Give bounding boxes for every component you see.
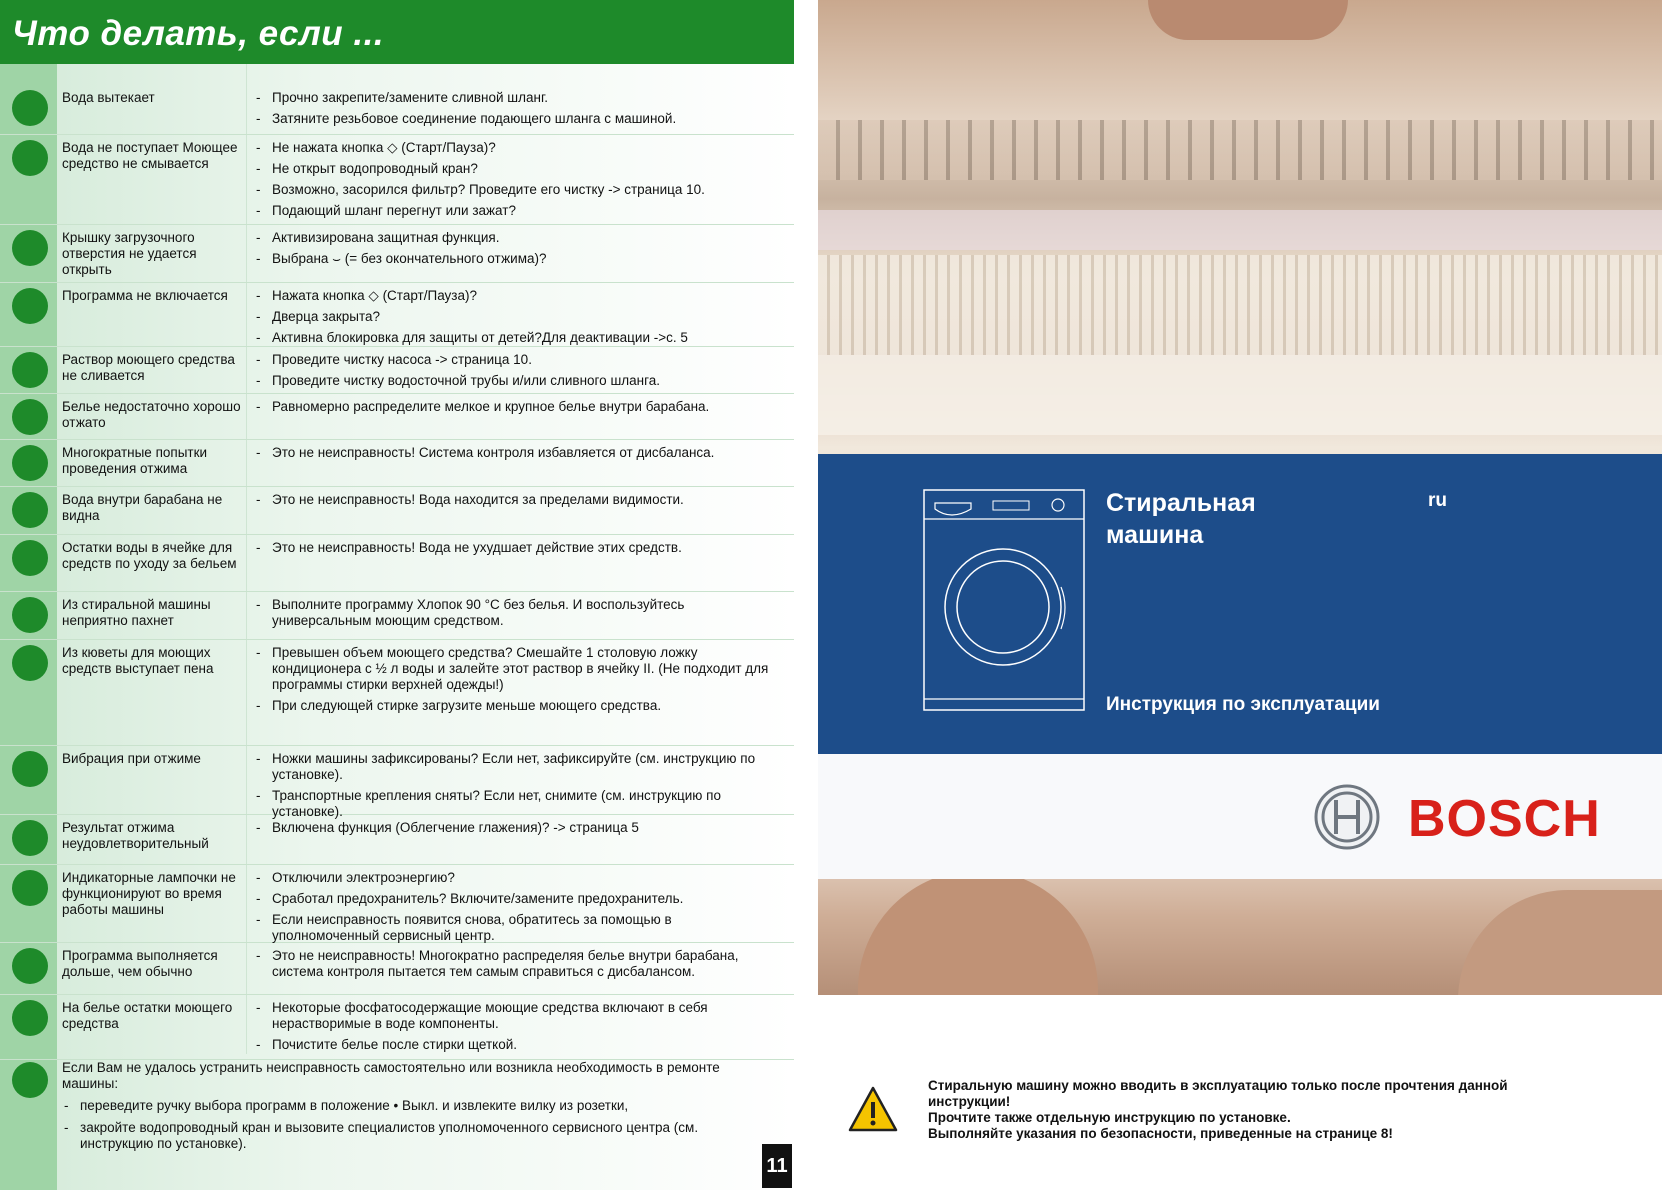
table-row: [0, 282, 794, 347]
table-row: [0, 745, 794, 819]
fix-item: - При следующей стирке загрузите меньше моющего средства.: [252, 698, 782, 714]
footer-block: [62, 1060, 762, 1158]
problem-text: Остатки воды в ячейке для средств по уходу за бельем: [62, 540, 237, 571]
table-row: [0, 486, 794, 535]
fix-list: [252, 540, 782, 561]
fix-item: - Возможно, засорился фильтр? Проведите его чистку -> страница 10.: [252, 182, 782, 198]
fix-item: - Активна блокировка для защиты от детей?Для деактивации ->с. 5: [252, 330, 782, 346]
row-bullet-dot: [12, 751, 48, 787]
row-bullet-dot: [12, 820, 48, 856]
table-row: [0, 346, 794, 394]
right-hand: [1458, 890, 1662, 995]
row-bullet-dot: [12, 645, 48, 681]
footer-bullet-dot: [12, 1062, 48, 1098]
fix-item: - Затяните резьбовое соединение подающего шланга с машиной.: [252, 111, 782, 127]
washing-machine-icon: [923, 489, 1085, 711]
fix-item: - Включена функция (Облегчение глажения)? -> страница 5: [252, 820, 782, 836]
fix-item: - Подающий шланг перегнут или зажат?: [252, 203, 782, 219]
fix-item: - Сработал предохранитель? Включите/замените предохранитель.: [252, 891, 782, 907]
left-hand: [858, 870, 1098, 995]
footer-item: - закройте водопроводный кран и вызовите специалистов уполномоченного сервисного центра (см. инструкцию по установке).: [62, 1120, 762, 1152]
product-title-line: машина: [1106, 521, 1204, 549]
fix-item: - Активизирована защитная функция.: [252, 230, 782, 246]
table-row: [0, 134, 794, 225]
fix-item: - Дверца закрыта?: [252, 309, 782, 325]
table-row: [0, 942, 794, 995]
fix-item: - Превышен объем моющего средства? Смешайте 1 столовую ложку кондиционера с ½ л воды и залейте этот раствор в ячейку II. (Не подходит для программы стирки верхней одежды!): [252, 645, 782, 693]
fix-list: [252, 445, 782, 466]
page-number: 11: [762, 1144, 792, 1188]
fix-list: [252, 140, 782, 224]
table-row: [0, 84, 794, 135]
row-bullet-dot: [12, 597, 48, 633]
fix-item: - Прочно закрепите/замените сливной шланг.: [252, 90, 782, 106]
row-bullet-dot: [12, 1000, 48, 1036]
fix-item: - Это не неисправность! Система контроля избавляется от дисбаланса.: [252, 445, 782, 461]
page-gutter: [794, 0, 818, 1190]
fix-list: [252, 870, 782, 949]
manual-subtitle: Инструкция по эксплуатации: [1106, 694, 1380, 715]
row-bullet-dot: [12, 399, 48, 435]
problem-text: Индикаторные лампочки не функционируют во время работы машины: [62, 870, 236, 917]
table-row: [0, 534, 794, 592]
problem-text: Программа не включается: [62, 288, 228, 303]
table-row: [0, 224, 794, 283]
towel-fold: [818, 120, 1662, 180]
fix-item: - Некоторые фосфатосодержащие моющие средства включают в себя нерастворимые в воде компоненты.: [252, 1000, 782, 1032]
fix-item: - Это не неисправность! Вода не ухудшает действие этих средств.: [252, 540, 782, 556]
fix-item: - Не открыт водопроводный кран?: [252, 161, 782, 177]
fix-list: [252, 948, 782, 985]
fix-list: [252, 352, 782, 394]
problem-text: Раствор моющего средства не сливается: [62, 352, 235, 383]
fix-list: [252, 597, 782, 634]
problem-text: Крышку загрузочного отверстия не удается открыть: [62, 230, 197, 277]
towel-fold: [818, 210, 1662, 250]
person-chin: [1148, 0, 1348, 40]
problem-text: Результат отжима неудовлетворительный: [62, 820, 209, 851]
table-row: [0, 639, 794, 746]
fix-item: - Это не неисправность! Многократно распределяя белье внутри барабана, система контроля пытается тем самым справиться с дисбалансом.: [252, 948, 782, 980]
fix-list: [252, 645, 782, 719]
fix-list: [252, 1000, 782, 1058]
problem-text: Вибрация при отжиме: [62, 751, 201, 766]
fix-item: - Почистите белье после стирки щеткой.: [252, 1037, 782, 1053]
fix-item: - Это не неисправность! Вода находится за пределами видимости.: [252, 492, 782, 508]
fix-item: - Проведите чистку насоса -> страница 10.: [252, 352, 782, 368]
fix-list: [252, 90, 782, 132]
fix-item: - Ножки машины зафиксированы? Если нет, зафиксируйте (см. инструкцию по установке).: [252, 751, 782, 783]
bosch-logo-icon: [1314, 784, 1380, 850]
warning-icon: [848, 1086, 898, 1132]
title-bar: [0, 0, 794, 64]
page-title: Что делать, если ...: [12, 14, 385, 53]
fix-list: [252, 820, 782, 841]
row-bullet-dot: [12, 140, 48, 176]
problem-text: Программа выполняется дольше, чем обычно: [62, 948, 218, 979]
row-bullet-dot: [12, 540, 48, 576]
problem-text: Белье недостаточно хорошо отжато: [62, 399, 241, 430]
footer-list: [62, 1098, 762, 1152]
fix-item: - Не нажата кнопка ◇ (Старт/Пауза)?: [252, 140, 782, 156]
row-bullet-dot: [12, 492, 48, 528]
row-bullet-dot: [12, 870, 48, 906]
warning-line: Выполняйте указания по безопасности, приведенные на странице 8!: [928, 1126, 1393, 1141]
table-row: [0, 814, 794, 865]
fix-list: [252, 288, 782, 351]
fix-list: [252, 399, 782, 420]
footer-intro: Если Вам не удалось устранить неисправность самостоятельно или возникла необходимость в ремонте машины:: [62, 1060, 720, 1091]
problem-text: На белье остатки моющего средства: [62, 1000, 233, 1031]
table-row: [0, 994, 794, 1060]
table-row: [0, 864, 794, 943]
table-row: [0, 439, 794, 487]
right-page: [818, 0, 1662, 1190]
language-code: ru: [1428, 490, 1447, 511]
towel-fold: [818, 255, 1662, 355]
fix-item: - Проведите чистку водосточной трубы и/или сливного шланга.: [252, 373, 782, 389]
fix-list: [252, 492, 782, 513]
row-bullet-dot: [12, 948, 48, 984]
fix-item: - Выбрана ⌣ (= без окончательного отжима)?: [252, 251, 782, 267]
fix-item: - Транспортные крепления сняты? Если нет, снимите (см. инструкцию по установке).: [252, 788, 782, 820]
table-row: [0, 393, 794, 440]
problem-text: Из стиральной машины неприятно пахнет: [62, 597, 211, 628]
fix-list: [252, 230, 782, 272]
warning-line: Прочтите также отдельную инструкцию по установке.: [928, 1110, 1291, 1125]
problem-text: Вода не поступает Моющее средство не смывается: [62, 140, 238, 171]
problem-text: Вода вытекает: [62, 90, 155, 105]
table-row: [0, 591, 794, 640]
product-title: [1106, 487, 1256, 551]
brand-name: BOSCH: [1408, 790, 1601, 848]
footer-item: - переведите ручку выбора программ в положение • Выкл. и извлеките вилку из розетки,: [62, 1098, 762, 1114]
row-bullet-dot: [12, 445, 48, 481]
problem-text: Многократные попытки проведения отжима: [62, 445, 208, 476]
warning-text: [928, 1078, 1548, 1142]
row-bullet-dot: [12, 230, 48, 266]
product-title-line: Стиральная: [1106, 489, 1256, 517]
fix-item: - Отключили электроэнергию?: [252, 870, 782, 886]
left-page: [0, 0, 794, 1190]
problem-text: Из кюветы для моющих средств выступает пена: [62, 645, 214, 676]
fix-item: - Выполните программу Хлопок 90 °C без белья. И воспользуйтесь универсальным моющим средством.: [252, 597, 782, 629]
problem-text: Вода внутри барабана не видна: [62, 492, 223, 523]
fix-item: - Равномерно распределите мелкое и крупное белье внутри барабана.: [252, 399, 782, 415]
towel-fold: [818, 355, 1662, 435]
fix-item: - Нажата кнопка ◇ (Старт/Пауза)?: [252, 288, 782, 304]
row-bullet-dot: [12, 352, 48, 388]
row-bullet-dot: [12, 90, 48, 126]
fix-item: - Если неисправность появится снова, обратитесь за помощью в уполномоченный сервисный центр.: [252, 912, 782, 944]
warning-line: Стиральную машину можно вводить в эксплуатацию только после прочтения данной инструкции!: [928, 1078, 1508, 1109]
row-bullet-dot: [12, 288, 48, 324]
